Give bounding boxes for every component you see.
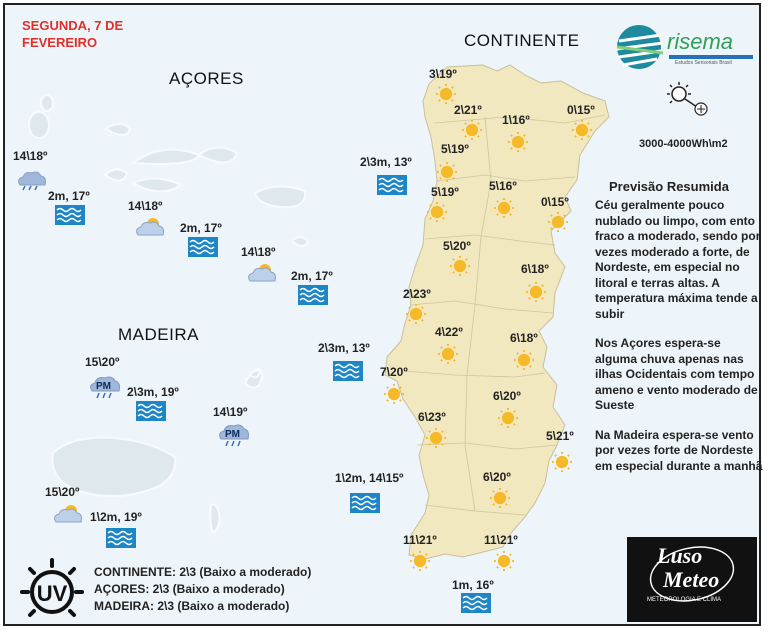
temperature-label: 6\20º	[493, 389, 521, 403]
island-graciosa	[106, 124, 130, 135]
sun-icon	[571, 119, 593, 146]
uv-icon-text: UV	[36, 581, 68, 606]
island-terceira	[199, 147, 237, 162]
brand-line-2: Meteo	[663, 567, 720, 592]
temperature-label: 11\21º	[484, 533, 518, 547]
partly-cloudy-icon	[51, 502, 83, 533]
forecast-paragraph: Céu geralmente pouco nublado ou limpo, com ento fraco a moderado, sendo por vezes moderado a forte, de Nordeste, em especial no litoral e terras altas. A temperatura máxima tende a subir	[595, 198, 761, 321]
date-line-1: SEGUNDA, 7 DE	[22, 18, 124, 33]
partly-cloudy-icon	[245, 261, 277, 292]
sea-state-label: 2m, 17º	[180, 221, 222, 235]
brand-ring-icon	[647, 543, 737, 605]
sea-state-label: 1m, 16º	[452, 578, 494, 592]
map-frame	[3, 3, 761, 626]
temperature-label: 2\21º	[454, 103, 482, 117]
wave-icon	[55, 205, 85, 230]
region-title-madeira: MADEIRA	[118, 325, 199, 344]
wave-icon	[377, 175, 407, 200]
temperature-label: 5\19º	[431, 185, 459, 199]
wave-icon	[106, 528, 136, 553]
pm-label: PM	[225, 429, 240, 440]
sun-icon	[547, 211, 569, 238]
pm-rain-icon	[217, 421, 251, 452]
island-selvagens	[250, 371, 260, 378]
date-label	[22, 17, 123, 51]
sun-icon	[405, 303, 427, 330]
sun-icon	[383, 383, 405, 410]
temperature-label: 5\16º	[489, 179, 517, 193]
sun-icon	[525, 281, 547, 308]
uv-line-continente: CONTINENTE: 2\3 (Baixo a moderado)	[94, 565, 312, 579]
temperature-label: 14\18º	[13, 149, 48, 163]
temperature-label: 5\20º	[443, 239, 471, 253]
island-pico	[133, 178, 181, 191]
risema-logo	[613, 21, 755, 73]
solar-energy-value: 3000-4000Wh\m2	[639, 138, 728, 150]
sun-icon	[449, 255, 471, 282]
temperature-label: 3\19º	[429, 67, 457, 81]
sun-icon	[425, 427, 447, 454]
forecast-text	[595, 198, 765, 488]
island-desertas	[210, 505, 219, 533]
sun-icon	[507, 131, 529, 158]
temperature-label: 4\22º	[435, 325, 463, 339]
brand-line-1: Luso	[657, 543, 703, 568]
sun-icon	[436, 161, 458, 188]
temperature-label: 6\23º	[418, 410, 446, 424]
risema-tagline: Estudos Sensoriais Brasil	[675, 60, 732, 66]
sun-icon	[409, 550, 431, 577]
island-sao-miguel	[255, 186, 305, 207]
forecast-title: Previsão Resumida	[609, 179, 729, 194]
sun-icon	[551, 451, 573, 478]
sun-energy-icon	[661, 81, 717, 117]
temperature-label: 14\18º	[128, 199, 163, 213]
pm-rain-icon	[88, 373, 122, 404]
sun-icon	[493, 197, 515, 224]
wave-icon	[461, 593, 491, 618]
region-title-acores: AÇORES	[169, 69, 244, 88]
risema-wordmark: risema	[667, 29, 734, 54]
temperature-label: 5\19º	[441, 142, 469, 156]
forecast-paragraph: Na Madeira espera-se vento por vezes forte de Nordeste em especial durante a manhã	[595, 427, 763, 473]
wave-icon	[136, 401, 166, 426]
temperature-label: 11\21º	[403, 533, 437, 547]
temperature-label: 15\20º	[45, 485, 80, 499]
temperature-label: 6\18º	[510, 331, 538, 345]
date-line-2: FEVEREIRO	[22, 35, 98, 50]
pm-label: PM	[96, 381, 111, 392]
sun-icon	[437, 343, 459, 370]
island-faial	[105, 169, 127, 180]
temperature-label: 0\15º	[567, 103, 595, 117]
risema-globe-icon	[613, 21, 665, 73]
island-corvo	[29, 112, 49, 138]
temperature-label: 5\21º	[546, 429, 574, 443]
lusometeo-logo	[627, 537, 757, 622]
uv-line-madeira: MADEIRA: 2\3 (Baixo a moderado)	[94, 599, 290, 613]
temperature-label: 14\19º	[213, 405, 248, 419]
temperature-label: 6\18º	[521, 262, 549, 276]
temperature-label: 2\23º	[403, 287, 431, 301]
sun-icon	[489, 487, 511, 514]
wave-icon	[333, 361, 363, 386]
temperature-label: 15\20º	[85, 355, 120, 369]
sun-icon	[426, 201, 448, 228]
brand-tagline: METEOROLOGIA E CLIMA	[647, 597, 722, 603]
uv-sun-icon	[18, 556, 86, 624]
rain-cloud-icon	[15, 165, 47, 196]
temperature-label: 6\20º	[483, 470, 511, 484]
wave-icon	[188, 237, 218, 262]
sun-icon	[497, 407, 519, 434]
temperature-label: 14\18º	[241, 245, 276, 259]
sea-state-label: 2m, 17º	[291, 269, 333, 283]
sea-state-label: 2m, 17º	[48, 189, 90, 203]
temperature-label: 0\15º	[541, 195, 569, 209]
risema-underline	[669, 55, 753, 59]
sea-state-label: 1\2m, 19º	[90, 510, 142, 524]
island-sao-jorge	[133, 150, 199, 164]
island-santa-maria	[292, 237, 308, 246]
partly-cloudy-icon	[133, 215, 165, 246]
sea-state-label: 2\3m, 13º	[360, 155, 412, 169]
temperature-label: 7\20º	[380, 365, 408, 379]
sea-state-label: 2\3m, 13º	[318, 341, 370, 355]
sun-icon	[493, 550, 515, 577]
sea-state-label: 1\2m, 14\15º	[335, 471, 404, 485]
temperature-label: 1\16º	[502, 113, 530, 127]
wave-icon	[350, 493, 380, 518]
island-flores	[41, 95, 53, 111]
sun-icon	[513, 349, 535, 376]
sea-state-label: 2\3m, 19º	[127, 385, 179, 399]
wave-icon	[298, 285, 328, 310]
forecast-paragraph: Nos Açores espera-se alguma chuva apenas nas ilhas Ocidentais com tempo ameno e vento moderado de Sueste	[595, 336, 758, 412]
uv-line-acores: AÇORES: 2\3 (Baixo a moderado)	[94, 582, 285, 596]
region-title-continente: CONTINENTE	[464, 31, 580, 50]
